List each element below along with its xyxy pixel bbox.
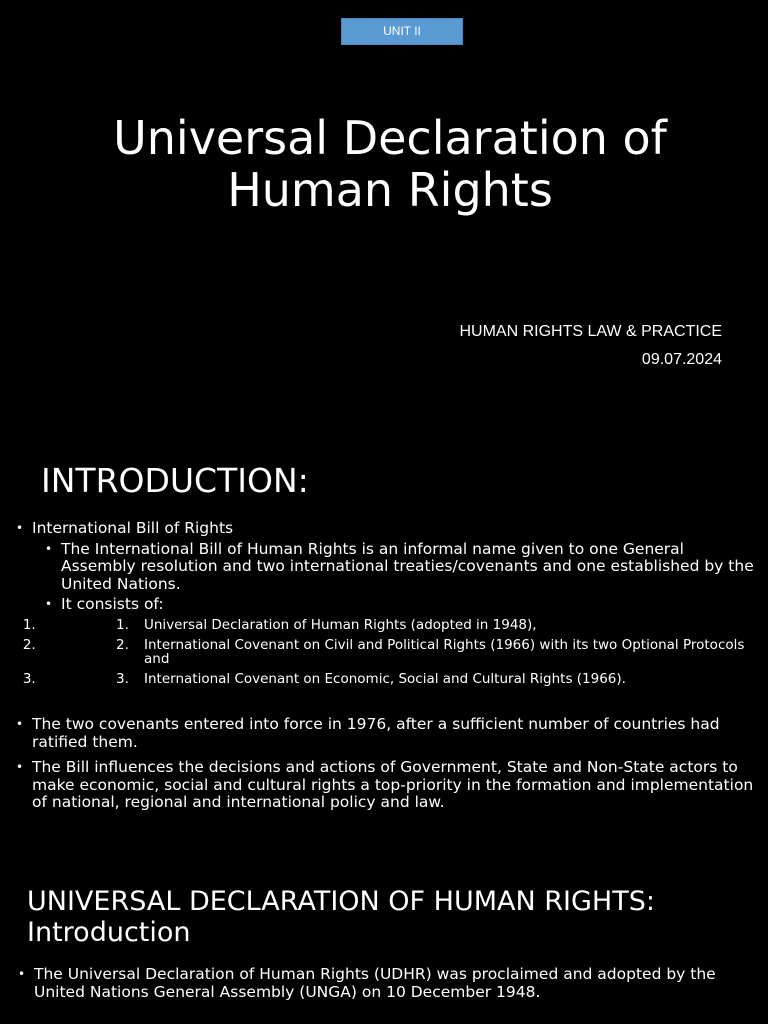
item-text: Universal Declaration of Human Rights (adopted in 1948),	[144, 616, 537, 633]
page-title: Universal Declaration of Human Rights	[113, 111, 667, 217]
introduction-covenants-section	[0, 716, 760, 812]
course-name: HUMAN RIGHTS LAW & PRACTICE	[459, 323, 722, 340]
sub-bullet-consists-of: • It consists of:	[0, 596, 760, 614]
item-number: 1. 1.	[116, 616, 129, 633]
bullet-covenants-force: • The two covenants entered into force in 1976, after a sufficient number of countries had ratified them.	[0, 716, 760, 751]
udhr-heading: UNIVERSAL DECLARATION OF HUMAN RIGHTS: Introduction	[27, 886, 655, 948]
numbered-item	[40, 638, 760, 666]
numbered-item	[40, 672, 760, 686]
introduction-heading: INTRODUCTION:	[41, 461, 309, 500]
introduction-bill-section	[0, 520, 760, 702]
sub-bullet-bill-definition: • The International Bill of Human Rights is an informal name given to one General Assembly resolution and two international treaties/covenants and one established by the United Nations.	[0, 541, 760, 594]
item-number: 2. 2.	[116, 636, 129, 653]
bullet-international-bill: • International Bill of Rights	[0, 520, 760, 538]
item-number: 3. 3.	[116, 670, 129, 687]
numbered-item	[40, 618, 760, 632]
udhr-section	[2, 966, 762, 1001]
item-text: International Covenant on Economic, Social and Cultural Rights (1966).	[144, 670, 626, 687]
presentation-date: 09.07.2024	[641, 351, 722, 368]
unit-badge: UNIT II	[341, 18, 463, 45]
bullet-udhr-proclaimed: • The Universal Declaration of Human Rights (UDHR) was proclaimed and adopted by the United Nations General Assembly (UNGA) on 10 December 1948.	[2, 966, 762, 1001]
item-text: International Covenant on Civil and Political Rights (1966) with its two Optional Protocols and	[144, 636, 745, 667]
bullet-bill-influence: • The Bill influences the decisions and actions of Government, State and Non-State actors to make economic, social and cultural rights a top-priority in the formation and implementation of national, regional and international policy and law.	[0, 759, 760, 812]
subtitle-block	[459, 318, 722, 374]
